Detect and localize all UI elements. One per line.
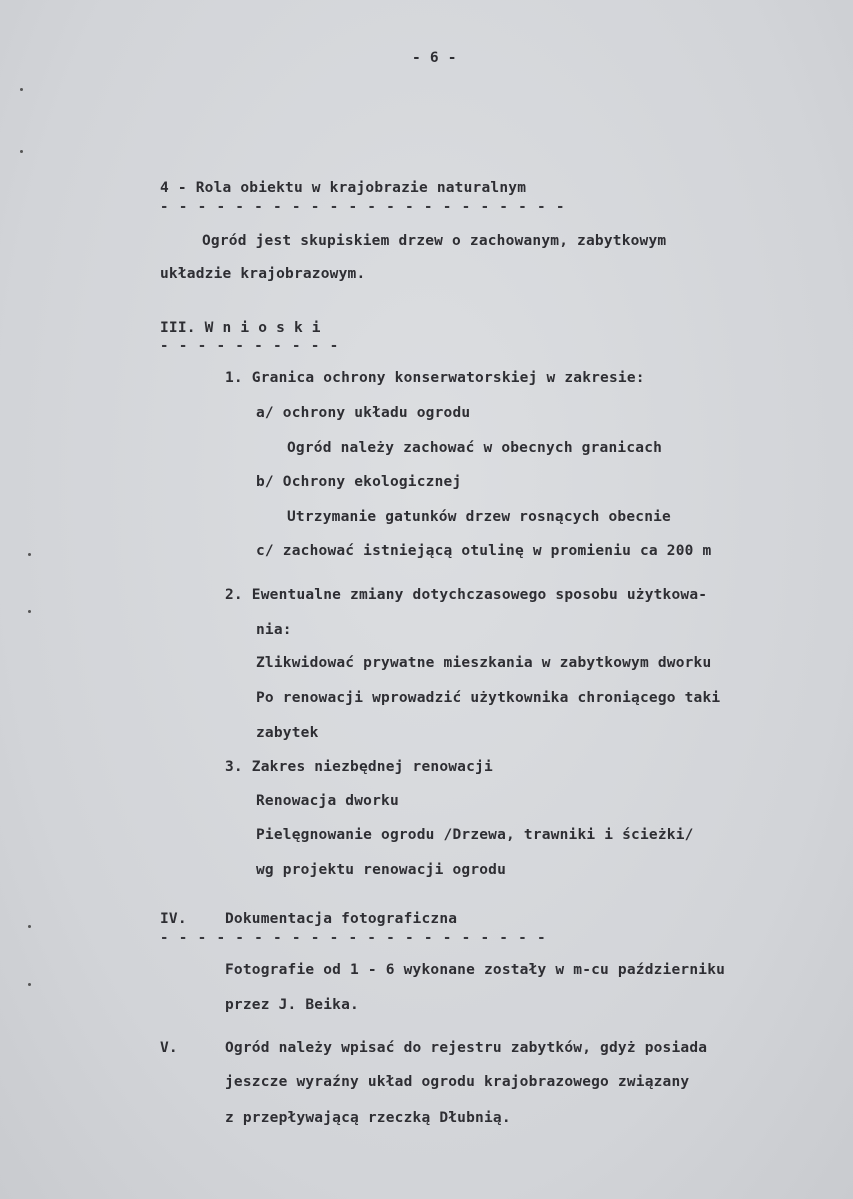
section-iv-number: IV. bbox=[160, 911, 187, 927]
section-4-text-line: układzie krajobrazowym. bbox=[160, 266, 366, 282]
item-2-title: 2. Ewentualne zmiany dotychczasowego sposobu użytkowa- bbox=[225, 587, 708, 603]
section-iv-text: przez J. Beika. bbox=[225, 997, 359, 1013]
item-3-text: Pielęgnowanie ogrodu /Drzewa, trawniki i ścieżki/ bbox=[256, 827, 694, 843]
page-number: - 6 - bbox=[412, 50, 457, 66]
scan-speck bbox=[28, 925, 31, 928]
section-v-text: z przepływającą rzeczką Dłubnią. bbox=[225, 1110, 511, 1126]
section-iv-text: Fotografie od 1 - 6 wykonane zostały w m-cu październiku bbox=[225, 962, 726, 978]
item-2-text: zabytek bbox=[256, 725, 319, 741]
item-3-title: 3. Zakres niezbędnej renowacji bbox=[225, 759, 493, 775]
item-1-title: 1. Granica ochrony konserwatorskiej w zakresie: bbox=[225, 370, 645, 386]
section-v-text: jeszcze wyraźny układ ogrodu krajobrazowego związany bbox=[225, 1074, 690, 1090]
item-2-text: Zlikwidować prywatne mieszkania w zabytkowym dworku bbox=[256, 655, 712, 671]
scan-speck bbox=[28, 610, 31, 613]
item-3-text: wg projektu renowacji ogrodu bbox=[256, 862, 507, 878]
scan-speck bbox=[20, 150, 23, 153]
scan-speck bbox=[28, 553, 31, 556]
section-iii-underline: - - - - - - - - - - bbox=[160, 338, 340, 354]
section-iv-underline: - - - - - - - - - - - - - - - - - - - - - bbox=[160, 930, 547, 946]
section-iv-heading: Dokumentacja fotograficzna bbox=[225, 911, 458, 927]
section-v-text: Ogród należy wpisać do rejestru zabytków, gdyż posiada bbox=[225, 1040, 708, 1056]
scan-speck bbox=[28, 983, 31, 986]
item-1b-title: b/ Ochrony ekologicznej bbox=[256, 474, 462, 490]
section-4-underline: - - - - - - - - - - - - - - - - - - - - - - bbox=[160, 199, 566, 215]
item-1b-text: Utrzymanie gatunków drzew rosnących obecnie bbox=[287, 509, 671, 525]
item-1c-title: c/ zachować istniejącą otulinę w promieniu ca 200 m bbox=[256, 543, 712, 559]
item-1a-title: a/ ochrony układu ogrodu bbox=[256, 405, 471, 421]
section-4-heading: 4 - Rola obiektu w krajobrazie naturalnym bbox=[160, 180, 527, 196]
item-2-text: Po renowacji wprowadzić użytkownika chroniącego taki bbox=[256, 690, 721, 706]
scan-speck bbox=[20, 88, 23, 91]
section-iii-heading: III. W n i o s k i bbox=[160, 320, 321, 336]
item-1a-text: Ogród należy zachować w obecnych granicach bbox=[287, 440, 663, 456]
item-3-text: Renowacja dworku bbox=[256, 793, 399, 809]
item-2-title-cont: nia: bbox=[256, 622, 292, 638]
section-4-text-line: Ogród jest skupiskiem drzew o zachowanym, zabytkowym bbox=[202, 233, 667, 249]
section-v-number: V. bbox=[160, 1040, 178, 1056]
